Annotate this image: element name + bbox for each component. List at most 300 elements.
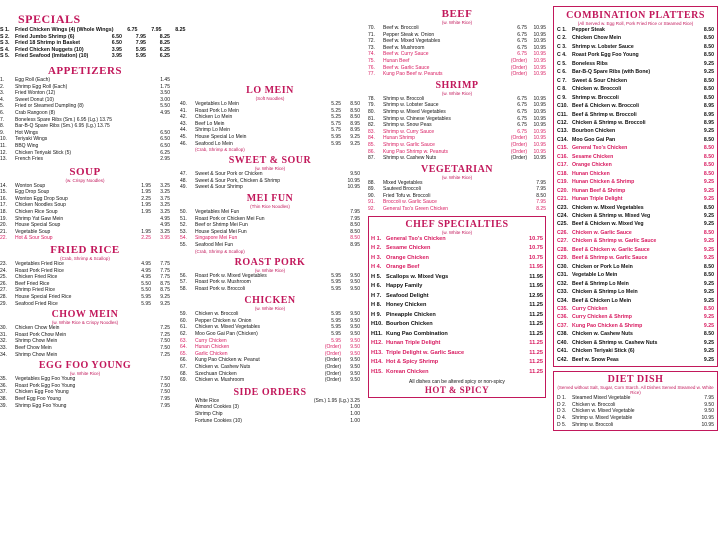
- menu-item[interactable]: [368, 109, 546, 116]
- menu-item[interactable]: [0, 235, 170, 242]
- menu-item[interactable]: [180, 338, 360, 345]
- menu-item[interactable]: [371, 273, 543, 283]
- menu-item[interactable]: [557, 60, 714, 68]
- menu-item[interactable]: [0, 202, 170, 209]
- menu-item[interactable]: [180, 404, 360, 411]
- item-price: 9.25: [703, 221, 714, 228]
- item-price: 11.95: [529, 273, 543, 280]
- item-price: 6.75: [517, 38, 527, 45]
- section-vegetarian: [368, 164, 546, 213]
- menu-item[interactable]: [557, 408, 714, 415]
- item-price: 7.95: [135, 40, 146, 47]
- menu-item[interactable]: [557, 330, 714, 338]
- menu-item[interactable]: [557, 415, 714, 422]
- menu-item[interactable]: [180, 178, 360, 185]
- menu-item[interactable]: [557, 339, 714, 347]
- item-name: Roast Pork w. Mushroom: [195, 279, 251, 286]
- item-name: Triple Delight w. Garlic Sauce: [386, 349, 465, 356]
- item-number: [180, 418, 195, 425]
- item-number: C35.: [557, 305, 568, 312]
- menu-item[interactable]: [180, 398, 360, 405]
- menu-item[interactable]: [0, 301, 170, 308]
- item-name: Moo Goo Gai Pan: [572, 136, 616, 143]
- item-number: 57.: [180, 279, 187, 286]
- item-price: 8.50: [703, 136, 714, 143]
- item-number: H 9.: [371, 311, 382, 318]
- menu-item[interactable]: [0, 110, 170, 117]
- item-price: [127, 325, 151, 332]
- menu-item[interactable]: [0, 47, 170, 54]
- item-price: 1.95: [141, 182, 151, 189]
- menu-item[interactable]: [557, 94, 714, 102]
- item-number: 11.: [0, 142, 7, 149]
- menu-item[interactable]: [371, 282, 543, 292]
- item-price: 9.25: [703, 314, 714, 321]
- item-price: 7.50: [160, 344, 170, 351]
- menu-item[interactable]: [371, 349, 543, 359]
- menu-item[interactable]: [371, 339, 543, 349]
- section-title: CHEF SPECIALTIES: [405, 218, 509, 230]
- menu-item[interactable]: [180, 371, 360, 378]
- item-number: 9.: [0, 129, 5, 136]
- item-number: 33.: [0, 344, 7, 351]
- item-name: Kung Pao Beef w. Peanuts: [383, 71, 443, 78]
- item-number: 81.: [368, 115, 375, 122]
- menu-item[interactable]: [0, 274, 170, 281]
- menu-item[interactable]: [557, 322, 714, 330]
- item-number: 24.: [0, 267, 7, 274]
- item-price: 10.95: [533, 44, 546, 51]
- menu-item[interactable]: [368, 32, 546, 39]
- item-price: 11.25: [529, 321, 543, 328]
- menu-item[interactable]: [0, 281, 170, 288]
- item-name: Mixed Vegetables: [383, 179, 423, 186]
- menu-item[interactable]: [180, 121, 360, 128]
- item-price: 9.25: [703, 60, 714, 67]
- item-number: C31.: [557, 272, 568, 279]
- menu-item[interactable]: [0, 27, 186, 34]
- item-price: 9.25: [703, 246, 714, 253]
- item-price: 10.95: [533, 148, 546, 155]
- menu-item[interactable]: [0, 376, 170, 383]
- item-price: 6.75: [517, 128, 527, 135]
- menu-item[interactable]: [0, 183, 170, 190]
- item-number: 54.: [180, 235, 187, 242]
- menu-item[interactable]: [0, 383, 170, 390]
- menu-item[interactable]: [371, 244, 543, 254]
- menu-item[interactable]: [0, 196, 170, 203]
- item-price: (Order): [510, 57, 527, 64]
- item-price: 9.50: [350, 364, 360, 371]
- item-name: Wonton Egg Drop Soup: [15, 195, 68, 202]
- menu-item[interactable]: [557, 402, 714, 409]
- menu-item[interactable]: [368, 186, 546, 193]
- menu-item[interactable]: [180, 311, 360, 318]
- menu-item[interactable]: [371, 292, 543, 302]
- menu-item[interactable]: [557, 85, 714, 93]
- menu-item[interactable]: [368, 142, 546, 149]
- item-number: 37.: [0, 389, 7, 396]
- item-number: C30.: [557, 263, 568, 270]
- item-name: Roast Pork w. Broccoli: [195, 285, 246, 292]
- item-price: 10.95: [533, 155, 546, 162]
- menu-item[interactable]: [557, 254, 714, 262]
- menu-item[interactable]: [0, 345, 170, 352]
- menu-item[interactable]: [0, 268, 170, 275]
- item-number: 3.: [0, 90, 5, 97]
- item-price: 5.95: [135, 53, 146, 60]
- item-number: H 3.: [371, 254, 382, 261]
- item-price: 6.75: [517, 51, 527, 58]
- menu-item[interactable]: [0, 130, 170, 137]
- menu-item[interactable]: [180, 286, 360, 293]
- menu-item[interactable]: [371, 358, 543, 368]
- item-price: (Order): [324, 364, 341, 371]
- section-title: CHICKEN: [244, 295, 296, 307]
- menu-item[interactable]: [180, 235, 360, 242]
- item-price: 7.95: [160, 402, 170, 409]
- item-name: Shrimp Chip: [195, 411, 223, 417]
- menu-item[interactable]: [557, 195, 714, 203]
- menu-item[interactable]: [557, 34, 714, 42]
- item-name: Shrimp Chow Mein: [15, 351, 58, 358]
- menu-item[interactable]: [371, 301, 543, 311]
- item-name: Hunan Beef & Shrimp: [572, 187, 626, 194]
- item-price: 3.95: [111, 46, 122, 53]
- menu-item[interactable]: [557, 356, 714, 364]
- menu-item[interactable]: [557, 422, 714, 429]
- item-name: Garlic Chicken: [195, 350, 228, 357]
- menu-item[interactable]: [557, 136, 714, 144]
- menu-item[interactable]: [180, 351, 360, 358]
- menu-item[interactable]: [180, 377, 360, 384]
- menu-item[interactable]: [368, 102, 546, 109]
- menu-item[interactable]: [0, 97, 170, 104]
- item-name: Beef Fried Rice: [15, 280, 50, 287]
- menu-item[interactable]: [180, 108, 360, 115]
- menu-item[interactable]: [180, 114, 360, 121]
- menu-item[interactable]: [557, 161, 714, 169]
- menu-item[interactable]: [371, 254, 543, 264]
- item-price: 1.00: [350, 404, 360, 411]
- item-number: 22.: [0, 235, 7, 242]
- menu-item[interactable]: [368, 135, 546, 142]
- item-number: 6.: [0, 109, 5, 116]
- menu-item[interactable]: [557, 263, 714, 271]
- menu-item[interactable]: [0, 34, 170, 41]
- item-price: 11.25: [529, 340, 543, 347]
- menu-item[interactable]: [371, 330, 543, 340]
- item-price: 6.75: [517, 108, 527, 115]
- menu-item[interactable]: [180, 418, 360, 425]
- item-name: Vegetable Soup: [15, 228, 51, 235]
- item-price: 10.95: [347, 177, 360, 184]
- menu-item[interactable]: [0, 136, 170, 143]
- item-price: 9.50: [350, 279, 360, 286]
- menu-item[interactable]: [368, 51, 546, 58]
- item-number: 90.: [368, 192, 375, 199]
- menu-item[interactable]: [0, 103, 170, 110]
- item-name: Korean Chicken: [386, 368, 429, 375]
- item-price: 7.95: [350, 208, 360, 215]
- item-number: 2.: [0, 83, 5, 90]
- item-number: 59.: [180, 311, 187, 318]
- menu-item[interactable]: [368, 71, 546, 78]
- menu-item[interactable]: [0, 53, 170, 60]
- menu-item[interactable]: [368, 96, 546, 103]
- menu-item[interactable]: [557, 127, 714, 135]
- menu-item[interactable]: [180, 364, 360, 371]
- item-number: C11.: [557, 111, 568, 118]
- menu-item[interactable]: [371, 235, 543, 245]
- item-number: 60.: [180, 317, 187, 324]
- menu-item[interactable]: [0, 403, 170, 410]
- item-number: C34.: [557, 297, 568, 304]
- section-roast-pork: [180, 257, 360, 293]
- item-number: 36.: [0, 382, 7, 389]
- item-name: Chicken & Shrimp w. Mixed Veg: [572, 212, 651, 219]
- menu-item[interactable]: [557, 26, 714, 34]
- menu-item[interactable]: [368, 129, 546, 136]
- menu-item[interactable]: [180, 229, 360, 236]
- menu-item[interactable]: [0, 222, 170, 229]
- menu-item[interactable]: [368, 193, 546, 200]
- menu-item[interactable]: [557, 395, 714, 402]
- item-price: 4.95: [141, 267, 151, 274]
- item-name: Chicken or Pork Lo Mein: [572, 263, 633, 270]
- menu-item[interactable]: [0, 156, 170, 163]
- menu-item[interactable]: [0, 396, 170, 403]
- item-number: 74.: [368, 51, 375, 58]
- item-name: Hunan Shrimp: [383, 135, 415, 142]
- menu-item[interactable]: [180, 273, 360, 280]
- item-number: 18.: [0, 209, 7, 216]
- menu-item[interactable]: [0, 143, 170, 150]
- menu-item[interactable]: [557, 119, 714, 127]
- section-note: (Crab, Shrimp & Scallop): [60, 256, 110, 262]
- item-price: 5.25: [331, 114, 341, 121]
- item-number: C 6.: [557, 69, 567, 76]
- item-name: Hot & Spicy Shrimp: [386, 359, 439, 366]
- section-title: SIDE ORDERS: [233, 386, 307, 398]
- item-name: General Tso's Chicken: [386, 235, 446, 242]
- item-price: 1.45: [160, 76, 170, 83]
- menu-item[interactable]: [0, 294, 170, 301]
- menu-item[interactable]: [557, 187, 714, 195]
- menu-item[interactable]: [371, 320, 543, 330]
- item-price: 7.25: [160, 351, 170, 358]
- item-price: 9.50: [350, 377, 360, 384]
- item-name: Crab Rangoon (8): [15, 109, 56, 116]
- item-name: Beef w. Mixed Vegetables: [383, 38, 441, 45]
- menu-item[interactable]: [180, 344, 360, 351]
- menu-item[interactable]: [180, 331, 360, 338]
- item-number: H12.: [371, 340, 383, 347]
- column-2: [180, 0, 360, 550]
- menu-item[interactable]: [0, 117, 170, 124]
- item-name: Chicken w. Broccoli: [572, 401, 616, 408]
- menu-item[interactable]: [368, 206, 546, 213]
- menu-item[interactable]: [368, 155, 546, 162]
- menu-item[interactable]: [557, 144, 714, 152]
- menu-item[interactable]: [0, 229, 170, 236]
- menu-item[interactable]: [368, 122, 546, 129]
- item-name: Sesame Chicken: [386, 245, 431, 252]
- menu-item[interactable]: [0, 209, 170, 216]
- item-price: 1.00: [350, 411, 360, 417]
- menu-item[interactable]: [180, 411, 360, 418]
- menu-item[interactable]: [0, 189, 170, 196]
- item-price: (Order): [510, 141, 527, 148]
- item-number: C21.: [557, 196, 568, 203]
- item-number: C13.: [557, 128, 568, 135]
- section-diet-dish: [553, 371, 718, 431]
- section-title: SWEET & SOUR: [228, 155, 312, 167]
- item-price: 9.25: [703, 69, 714, 76]
- menu-item[interactable]: [368, 199, 546, 206]
- item-price: 8.75: [160, 280, 170, 287]
- menu-item[interactable]: [180, 324, 360, 331]
- menu-item[interactable]: [557, 204, 714, 212]
- menu-item[interactable]: [0, 332, 170, 339]
- menu-item[interactable]: [557, 51, 714, 59]
- item-price: 10.95: [533, 115, 546, 122]
- menu-item[interactable]: [368, 116, 546, 123]
- menu-item[interactable]: [180, 141, 360, 148]
- item-price: 3.00: [160, 96, 170, 103]
- item-price: 10.95: [533, 95, 546, 102]
- menu-item[interactable]: [557, 178, 714, 186]
- menu-item[interactable]: [180, 357, 360, 364]
- menu-item[interactable]: [368, 38, 546, 45]
- item-number: 52.: [180, 222, 187, 229]
- menu-item[interactable]: [0, 216, 170, 223]
- item-price: 10.95: [533, 71, 546, 78]
- item-price: 8.50: [703, 52, 714, 59]
- item-number: 65.: [180, 350, 187, 357]
- menu-item[interactable]: [368, 58, 546, 65]
- menu-item[interactable]: [371, 311, 543, 321]
- item-number: S 4.: [0, 46, 10, 53]
- menu-item[interactable]: [371, 263, 543, 273]
- menu-item[interactable]: [180, 222, 360, 229]
- item-name: Orange Chicken: [386, 254, 429, 261]
- item-price: 8.95: [350, 120, 360, 127]
- item-number: 21.: [0, 228, 7, 235]
- item-price: 3.25: [160, 182, 170, 189]
- item-number: 62.: [180, 331, 187, 338]
- menu-item[interactable]: [180, 127, 360, 134]
- menu-item[interactable]: [557, 305, 714, 313]
- menu-item[interactable]: [557, 212, 714, 220]
- menu-item[interactable]: [557, 220, 714, 228]
- menu-item[interactable]: [0, 389, 170, 396]
- menu-item[interactable]: [0, 325, 170, 332]
- menu-item[interactable]: [557, 347, 714, 355]
- menu-item[interactable]: [0, 90, 170, 97]
- menu-item[interactable]: [0, 338, 170, 345]
- item-name: Shrimp w. Broccoli: [572, 94, 619, 101]
- menu-item[interactable]: [557, 288, 714, 296]
- item-name: Chicken w. Mixed Vegetables: [195, 324, 261, 331]
- menu-item[interactable]: [180, 216, 360, 223]
- menu-item[interactable]: [368, 180, 546, 187]
- menu-item[interactable]: [557, 271, 714, 279]
- menu-item[interactable]: [180, 209, 360, 216]
- menu-item[interactable]: [557, 111, 714, 119]
- menu-item[interactable]: [180, 318, 360, 325]
- menu-item[interactable]: [180, 184, 360, 191]
- menu-item[interactable]: [557, 77, 714, 85]
- item-price: 6.75: [517, 115, 527, 122]
- item-price: 8.95: [703, 111, 714, 118]
- item-price: 7.95: [704, 395, 714, 402]
- menu-item[interactable]: [557, 102, 714, 110]
- menu-item[interactable]: [557, 297, 714, 305]
- menu-item[interactable]: [0, 352, 170, 359]
- menu-item[interactable]: [180, 171, 360, 178]
- menu-item[interactable]: [180, 279, 360, 286]
- menu-item[interactable]: [557, 43, 714, 51]
- item-name: Sweet & Sour Chicken: [572, 77, 628, 84]
- menu-item[interactable]: [0, 261, 170, 268]
- item-price: 5.25: [331, 101, 341, 107]
- menu-item[interactable]: [557, 153, 714, 161]
- section-lo-mein: [180, 85, 360, 152]
- item-name: BBQ Wing: [15, 142, 39, 149]
- item-name: Curry Chicken: [572, 305, 608, 312]
- menu-item[interactable]: [0, 40, 170, 47]
- item-price: [127, 216, 151, 223]
- menu-item[interactable]: [0, 84, 170, 91]
- menu-item[interactable]: [0, 287, 170, 294]
- menu-item[interactable]: [0, 150, 170, 157]
- menu-item[interactable]: [180, 134, 360, 141]
- item-number: 26.: [0, 280, 7, 287]
- item-price: 9.25: [703, 187, 714, 194]
- item-number: [180, 398, 195, 405]
- menu-item[interactable]: [0, 123, 170, 130]
- item-name: Chicken w. Broccoli: [195, 311, 239, 318]
- item-name: Pepper Steak: [572, 27, 605, 33]
- menu-item[interactable]: [557, 237, 714, 245]
- menu-item[interactable]: [180, 242, 360, 249]
- item-name: House Special Lo Mein: [195, 133, 247, 140]
- menu-item[interactable]: [368, 65, 546, 72]
- section-title: VEGETARIAN: [420, 163, 494, 175]
- menu-item[interactable]: [180, 101, 360, 108]
- menu-item[interactable]: [557, 229, 714, 237]
- item-price: 1.95: [141, 189, 151, 196]
- item-price: 8.75: [160, 287, 170, 294]
- item-number: 30.: [0, 325, 7, 332]
- menu-item[interactable]: [557, 170, 714, 178]
- menu-item[interactable]: [371, 368, 543, 378]
- section-sweet-sour: [180, 155, 360, 191]
- menu-item[interactable]: [557, 68, 714, 76]
- item-name: Sweet Donut (10): [15, 96, 54, 103]
- menu-item[interactable]: [557, 313, 714, 321]
- item-number: 5.: [0, 103, 5, 110]
- menu-item[interactable]: [368, 25, 546, 32]
- menu-item[interactable]: [368, 45, 546, 52]
- menu-item[interactable]: [557, 280, 714, 288]
- item-name: Beef & Chicken Lo Mein: [572, 297, 632, 304]
- menu-item[interactable]: [0, 77, 170, 84]
- menu-item[interactable]: [368, 149, 546, 156]
- item-price: 7.95: [350, 215, 360, 222]
- menu-item[interactable]: [557, 246, 714, 254]
